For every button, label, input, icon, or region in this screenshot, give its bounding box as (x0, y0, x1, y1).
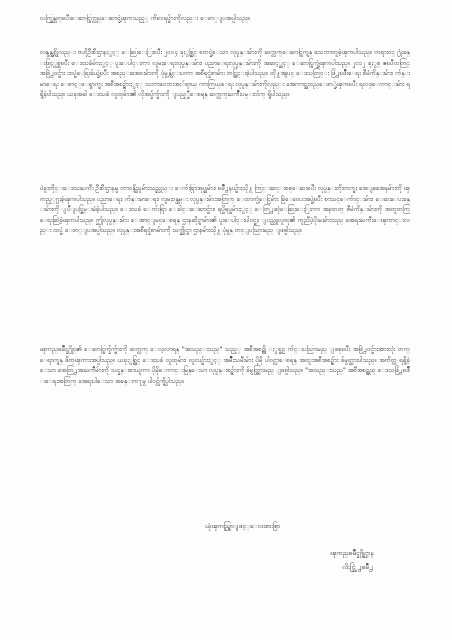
paragraph-3: ၾကည္ၿမိဳင္ခ႐ိုင္၏ ေဆာင္ရြက္ခ်က္မ်ားကို ဆက္လက္ ေလ့လာရန္ "အသည္းသည္" သည့္ အစီအစဥ္ကို ႏွစ္စဥ္ က်င္းပသြားမည္ ျဖစ္ၿပီး အဖြဲ႕ဝင္မ်ားအားလုံး တက္ေရာက္ရန္ ဖိတ္ၾကားအပ္ပါသည္။ ယခုႏွစ္တြင္ ေဒသခံ လူထုမ်ား၊ လူငယ္မ်ားႏွင့္ အမ်ိဳးသမီးမ်ား ပိုမို ပါဝင္လာေစရန္ အထူးအစီအစဥ္မ်ား ခ်မွတ္ထားပါသည္။ အတိတ္က ရရွိခဲ့ေသာ အေတြ႕အႀကဳံမ်ားကို သင္ခန္းစာယူကာ ပိုမိုေကာင္းမြန္ေသာ လုပ္ငန္းစဥ္မ်ားကို ခ်မွတ္သြားမည္ ျဖစ္ပါသည္။ "အသည္းသည္" အစီအစဥ္သည္ ေဒသဖြံ႕ၿဖိဳးေရးအတြက္ အေရးပါေသာ အခန္းက႑မွ ပါဝင္လ်က္ရွိပါသည္။ (40, 346, 410, 385)
opening-line: လက္ဖြန္သတ္ၿပီးေဆာင္ရြက္လုပ္ေဆာင္ခဲ့ၾကသည့္ ကိစၥရပ္မ်ားကိုလည္း ေဖာ္ျပအပ္ပါသည္။ (40, 15, 251, 22)
signature-organization: ၾကည္ၿမိဳင္ခ႐ိုင္ဌာန (330, 549, 374, 557)
paragraph-2: ပဲခူးတိုင္းေဒသႀကီး ဦးစီးဌာနမွ တာဝန္ရွိသူမ်ားသည္လည္း ေက်းရြာအုပ္စုမ်ား၊ ၿမိဳ႕နယ္မ်ားသို႔ ကြင္းဆင္းစစ္ေဆးၿပီး လုပ္ငန္းတိုးတက္မႈ အေျခအေနမ်ားကို ၾကည့္႐ႈခဲ့ၾကပါသည္။ ပညာေရး၊ က်န္းမာေရး၊ လူမႈဝန္ထမ္း လုပ္ငန္းမ်ားအတြက္ ေထာက္ပံ့ေငြမ်ား ခြဲေဝေပးအပ္ခဲ့ၿပီး စာသင္ေက်ာင္းမ်ား၊ ေဆးေပးခန္းမ်ားကို ျပဳျပင္မြမ္းမံခဲ့ပါသည္။ ေဒသခံ ေက်းရြာ ေခါင္းေဆာင္မ်ား၊ ရပ္မိရပ္ဖမ်ားႏွင့္ ေတြ႕ဆုံေဆြးေႏြးကာ အနာဂတ္ စီမံကိန္းမ်ားကို အတူတကြ ေရးဆြဲခဲ့ၾကပါသည္။ ဤလုပ္ငန္းမ်ား ေအာင္ျမင္ေစရန္ ဌာနဆိုင္ရာမ်ား၏ ပူးေပါင္းပါဝင္မႈ၊ ျပည္သူလူထု၏ ကူညီပံ့ပိုးမႈမ်ားသည္ အေရးႀကီးေၾကာင္းလည္း ထပ္မံ ေဖာ္ျပအပ္ပါသည္။ လုပ္ငန္းအစီရင္ခံစာမ်ားကို သက္ဆိုင္ရာ ဌာနမ်ားသို႔ ပုံမွန္ တင္ျပသြားမည္ ျဖစ္ပါသည္။ (40, 185, 410, 235)
signature-location: လိႈင္ဘြဲ႕ၿမိဳ႕ (342, 563, 373, 571)
paragraph-1: လန္ဒန္အစ္ကိုလည္း ဗဟိုဦးစီးဌာနႏွင့္ ေဆြးေႏြးၿပီး ၂၀၀၄ ခုႏွစ္တြင္ စတင္ခဲ့ေသာ လုပ္ငန္းမ်ားကို ဆက္လက္ေဆာင္ရြက္ရန္ သေဘာတူခဲ့ၾကပါသည္။ တရားဝင္ ႐ုံးခန္းဖြင့္လွစ္ၿပီး ေဒသခံမ်ားႏွင့္ ပူးေပါင္းကာ လူမႈေရးလုပ္ငန္းမ်ား၊ ပညာေရးလုပ္ငန္းမ်ားကို အဆင့္ဆင့္ ေဆာင္ရြက္ခဲ့ၾကပါသည္။ ၂၀၁၂ ခုႏွစ္ ဧၿပီလတြင္ အဖြဲ႕ဝင္မ်ား ထပ္မံေရြးခ်ယ္ခဲ့ၿပီး အစည္းအေဝးမ်ားကို ပုံမွန္က်င္းပကာ အစီရင္ခံစာမ်ား တင္သြင္းခဲ့ပါသည္။ ထို႔အျပင္ ေဒသတြင္း ဖြံ႕ၿဖိဳးေရး စီမံကိန္းမ်ား၊ က်န္းမာေရး ေစာင့္ေရွာက္မႈ အစီအစဥ္မ်ားႏွင့္ သဘာဝေဘးအႏၲရာယ္ ကာကြယ္ေရး လုပ္ငန္းမ်ားကိုလည္း အေကာင္အထည္ေဖာ္ခဲ့ၾကၿပီး ရလဒ္ေကာင္းမ်ား ရရွိခဲ့ပါသည္။ ယခုအခါ ေဒသခံ လူထုမ်ား၏ လိုအပ္ခ်က္မ်ားကို ျပည့္မီေစရန္ ဆက္လက္ႀကိဳးပမ္းလ်က္ ရွိပါသည္။ (40, 49, 410, 99)
closing-salutation: ယုံၾကည္စြာျဖင့္ေလးစားစြာ (205, 522, 281, 530)
